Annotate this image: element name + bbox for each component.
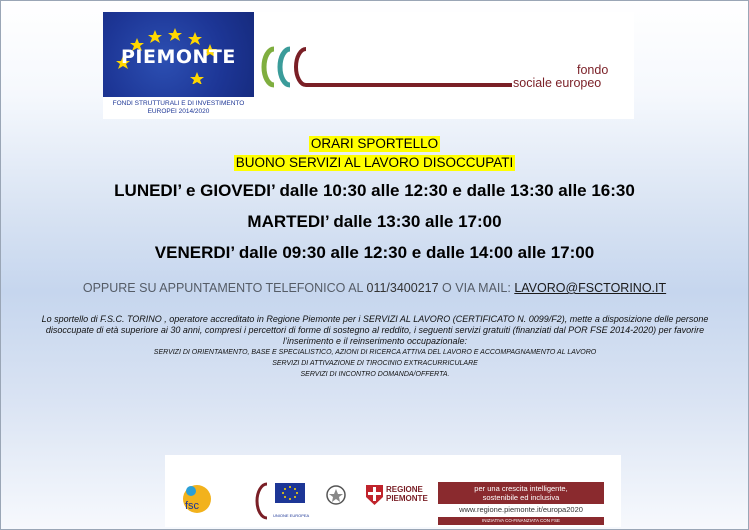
slogan-line2: sostenibile ed inclusiva (482, 493, 560, 502)
service-item: SERVIZI DI INCONTRO DOMANDA/OFFERTA. (300, 371, 450, 378)
regione-line1: REGIONE (386, 485, 423, 494)
eu-caption: UNIONE EUROPEA (273, 513, 310, 518)
title-line2: BUONO SERVIZI AL LAVORO DISOCCUPATI (235, 155, 514, 170)
contact-middle: O VIA MAIL: (438, 281, 515, 295)
eu-flag-icon (275, 483, 305, 513)
contact-prefix: OPPURE SU APPUNTAMENTO TELEFONICO AL (82, 281, 367, 295)
europa2020-url[interactable]: www.regione.piemonte.it/europa2020 (459, 505, 583, 514)
schedule-row-tue: MARTEDI’ dalle 13:30 alle 17:00 (247, 212, 502, 231)
fsc-logo (171, 477, 227, 523)
highlight-title (0, 135, 749, 173)
slogan-line1: per una crescita intelligente, (474, 484, 568, 493)
cofinanziata-bar: INIZIATIVA CO-FINANZIATA CON FSE (438, 517, 604, 525)
fesi-caption-line1: FONDI STRUTTURALI E DI INVESTIMENTO (112, 100, 245, 107)
repubblica-italiana-emblem-icon (325, 483, 347, 509)
fondo-sociale-europeo-text (513, 64, 608, 90)
contact-phone[interactable]: 011/3400217 (366, 281, 439, 295)
fesi-caption-line2: EUROPEI 2014/2020 (147, 108, 210, 115)
ccc-fse-logo (260, 45, 520, 89)
piemonte-wordmark: PIEMONTE (121, 46, 236, 68)
europa2020-slogan (438, 482, 604, 504)
schedule-row-mon-thu: LUNEDI’ e GIOVEDI’ dalle 10:30 alle 12:30 e dalle 13:30 alle 16:30 (114, 181, 635, 200)
fsc-logo-label: fsc (185, 500, 200, 512)
regione-logo-text (386, 485, 428, 503)
piemonte-fesi-logo (103, 12, 254, 119)
contact-email-link[interactable]: LAVORO@FSCTORINO.IT (514, 281, 667, 295)
info-paragraph: Lo sportello di F.S.C. TORINO , operatore accreditato in Regione Piemonte per i SERVIZI AL LAVORO (CERTIFICATO N. 0099/F2), mette a disposizione delle persone disoccupate di età superiore ai 30 anni, compresi i percettori di forme di sostegno al reddito, i seguenti servizi gratuiti (finanziati dal POR FSE 2014-2020) per favorire l’inserimento e il reinserimento occupazionale: (41, 314, 709, 346)
contact-line (0, 281, 749, 295)
ccc-small-logo (253, 481, 271, 521)
service-item: SERVIZI DI ATTIVAZIONE DI TIROCINIO EXTRACURRICULARE (272, 360, 478, 367)
regione-shield-icon (366, 485, 383, 505)
header-logo-strip (103, 12, 634, 119)
footer-logo-strip (165, 455, 621, 527)
fse-line2: sociale europeo (513, 76, 602, 90)
fse-line1: fondo (577, 63, 609, 77)
service-item: SERVIZI DI ORIENTAMENTO, BASE E SPECIALISTICO, AZIONI DI RICERCA ATTIVA DEL LAVORO E ACCOMPAGNAMENTO AL LAVORO (153, 349, 597, 356)
info-paragraph-block (40, 314, 710, 380)
title-line1: ORARI SPORTELLO (310, 136, 439, 151)
regione-line2: PIEMONTE (386, 494, 428, 503)
fesi-caption (103, 97, 254, 119)
schedule-row-fri: VENERDI’ dalle 09:30 alle 12:30 e dalle 14:00 alle 17:00 (154, 243, 595, 262)
regione-piemonte-logo (366, 483, 434, 509)
